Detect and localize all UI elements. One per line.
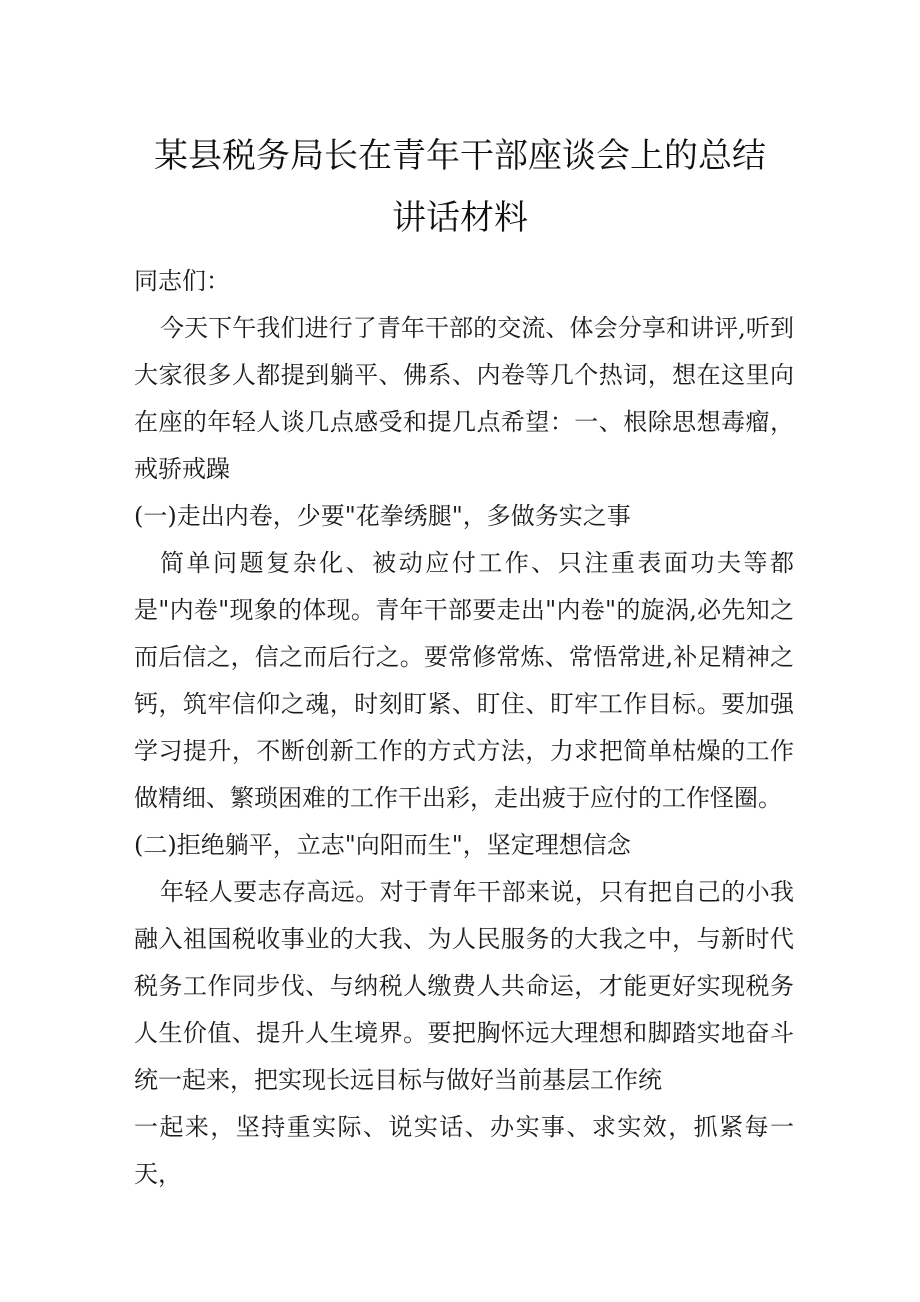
section-2-paragraph: 年轻人要志存高远。对于青年干部来说，只有把自己的小我融入祖国税收事业的大我、为人民服务的大我之中，与新时代税务工作同步伐、与纳税人缴费人共命运，才能更好实现税务人生价值、提升人生境界。要把胸怀远大理想和脚踏实地奋斗统一起来，把实现长远目标与做好当前基层工作统 — [134, 878, 794, 1094]
section-1-paragraph: 简单问题复杂化、被动应付工作、只注重表面功夫等都是"内卷"现象的体现。青年干部要走出"内卷"的旋涡,必先知之而后信之，信之而后行之。要常修常炼、常悟常进,补足精神之钙，筑牢信仰之魂，时刻盯紧、盯住、盯牢工作目标。要加强学习提升，不断创新工作的方式方法，力求把简单枯燥的工作做精细、繁琐困难的工作干出彩，走出疲于应付的工作怪圈。 — [134, 549, 794, 812]
section-2-continuation: 一起来，坚持重实际、说实话、办实事、求实效，抓紧每一天， — [134, 1113, 794, 1188]
intro-paragraph: 今天下午我们进行了青年干部的交流、体会分享和讲评,听到大家很多人都提到躺平、佛系、内卷等几个热词，想在这里向在座的年轻人谈几点感受和提几点希望：一、根除思想毒瘤，戒骄戒躁 — [134, 314, 794, 483]
section-heading-2: (二)拒绝躺平，立志"向阳而生"，坚定理想信念 — [134, 831, 631, 859]
document-title-line-1: 某县税务局长在青年干部座谈会上的总结 — [154, 136, 766, 176]
document-body — [134, 258, 794, 1198]
document-title-line-2: 讲话材料 — [392, 198, 528, 238]
section-heading-1: (一)走出内卷，少要"花拳绣腿"，多做务实之事 — [134, 502, 631, 530]
salutation: 同志们： — [134, 267, 230, 295]
